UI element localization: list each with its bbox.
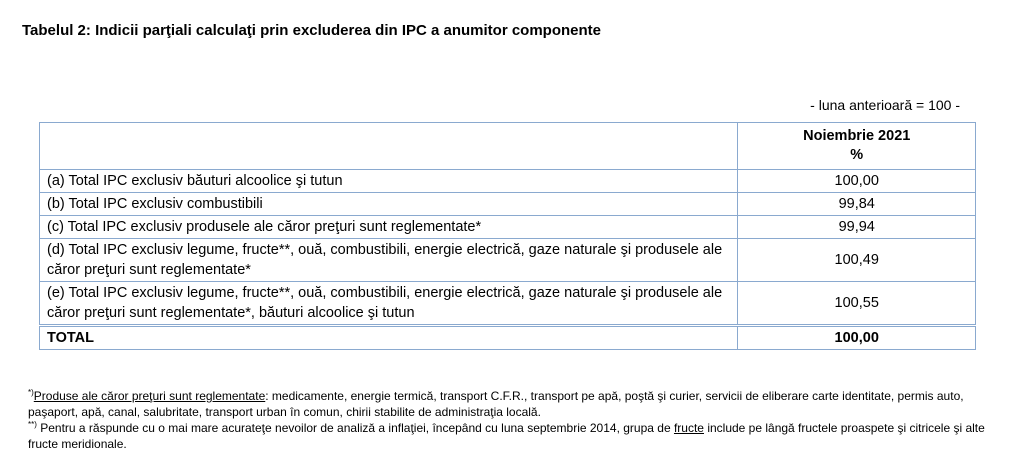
header-unit: % xyxy=(850,147,864,163)
footnote-term: fructe xyxy=(673,421,704,435)
row-label: (c) Total IPC exclusiv produsele ale căror preţuri sunt reglementate* xyxy=(40,216,738,239)
total-label: TOTAL xyxy=(40,326,738,350)
header-period: Noiembrie 2021 xyxy=(803,128,911,144)
table-row xyxy=(40,193,976,216)
row-value: 100,00 xyxy=(738,170,976,193)
header-empty-cell xyxy=(40,123,738,170)
footnote-marker: *) xyxy=(28,388,34,397)
row-value: 100,55 xyxy=(738,282,976,326)
indices-table xyxy=(39,122,976,350)
footnote-text: Pentru a răspunde cu o mai mare acurateţe nevoilor de analiză a inflaţiei, începând cu luna septembrie 2014, grupa de xyxy=(36,421,674,435)
footnote-fruits xyxy=(28,420,1003,452)
table-title: Tabelul 2: Indicii parţiali calculaţi prin excluderea din IPC a anumitor componente xyxy=(22,22,602,39)
row-value: 99,94 xyxy=(738,216,976,239)
row-label: (d) Total IPC exclusiv legume, fructe**, ouă, combustibili, energie electrică, gaze naturale şi produsele ale căror preţuri sunt reglementate* xyxy=(40,239,738,282)
total-value: 100,00 xyxy=(738,326,976,350)
footnote-text: include pe lângă fructele proaspete şi citricele şi alte fructe meridionale. xyxy=(28,421,985,451)
table-row xyxy=(40,282,976,326)
header-period-cell xyxy=(738,123,976,170)
footnotes xyxy=(28,388,1003,452)
footnote-term: Produse ale căror preţuri sunt reglementate xyxy=(33,389,266,403)
table-row xyxy=(40,239,976,282)
unit-note: - luna anterioară = 100 - xyxy=(810,97,960,113)
row-label: (e) Total IPC exclusiv legume, fructe**, ouă, combustibili, energie electrică, gaze naturale şi produsele ale căror preţuri sunt reglementate*, băuturi alcoolice şi tutun xyxy=(40,282,738,326)
footnote-text: : medicamente, energie termică, transport C.F.R., transport pe apă, poştă şi curier, servicii de eliberare carte identitate, permis auto, paşaport, apă, canal, salubritate, transport urban în comun, chirii stabilite de administraţia locală. xyxy=(28,389,964,419)
footnote-marker: **) xyxy=(28,420,37,429)
row-label: (b) Total IPC exclusiv combustibili xyxy=(40,193,738,216)
table-row xyxy=(40,170,976,193)
total-row xyxy=(40,326,976,350)
footnote-regulated-prices xyxy=(28,388,1003,420)
row-label: (a) Total IPC exclusiv băuturi alcoolice şi tutun xyxy=(40,170,738,193)
row-value: 99,84 xyxy=(738,193,976,216)
row-value: 100,49 xyxy=(738,239,976,282)
table-header-row xyxy=(40,123,976,170)
table-row xyxy=(40,216,976,239)
